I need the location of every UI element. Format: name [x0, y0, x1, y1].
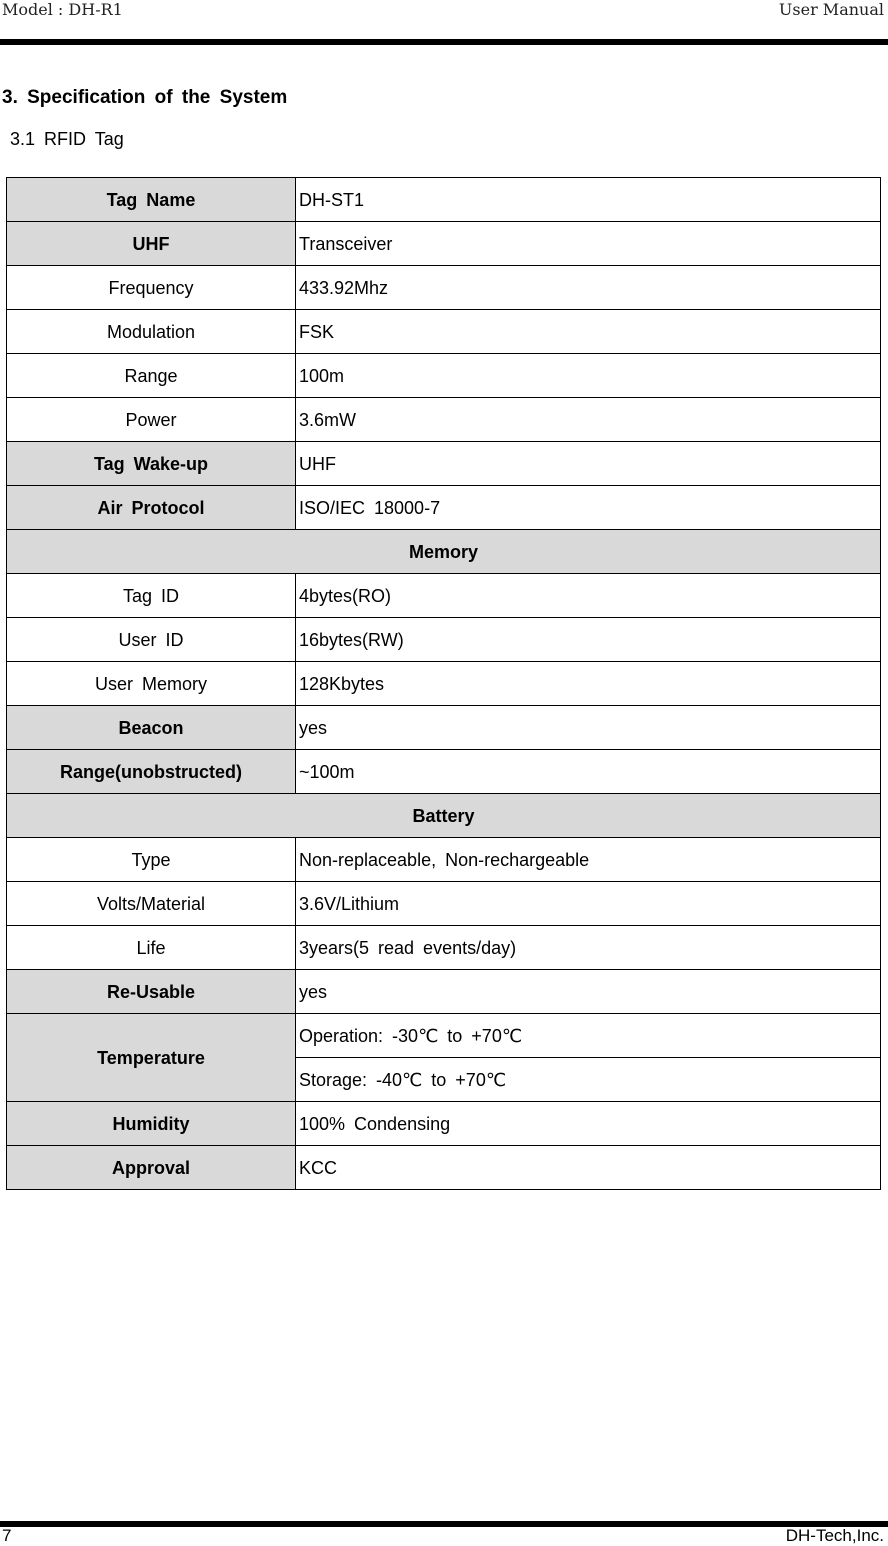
table-row [7, 618, 881, 662]
table-row [7, 838, 881, 882]
table-row [7, 882, 881, 926]
row-label: User ID [7, 618, 296, 662]
table-row [7, 222, 881, 266]
row-value: Operation: -30℃ to +70℃ [296, 1014, 881, 1058]
row-value: 3years(5 read events/day) [296, 926, 881, 970]
table-row [7, 706, 881, 750]
table-row [7, 662, 881, 706]
section-header-memory: Memory [7, 530, 881, 574]
section-title: 3. Specification of the System [2, 87, 288, 108]
row-label: Beacon [7, 706, 296, 750]
row-label: Power [7, 398, 296, 442]
table-row [7, 354, 881, 398]
row-value: yes [296, 706, 881, 750]
section-header-battery: Battery [7, 794, 881, 838]
table-row [7, 442, 881, 486]
footer-company: DH-Tech,Inc. [785, 1526, 884, 1545]
row-label: Re-Usable [7, 970, 296, 1014]
row-value: Non-replaceable, Non-rechargeable [296, 838, 881, 882]
row-label: Life [7, 926, 296, 970]
table-row [7, 1146, 881, 1190]
header-doc-type: User Manual [778, 0, 884, 19]
table-row [7, 1102, 881, 1146]
row-value: 16bytes(RW) [296, 618, 881, 662]
table-row [7, 750, 881, 794]
row-value: 3.6mW [296, 398, 881, 442]
row-label: Temperature [7, 1014, 296, 1102]
row-value: 100m [296, 354, 881, 398]
row-label: Range(unobstructed) [7, 750, 296, 794]
header-model: Model : DH-R1 [2, 0, 123, 19]
row-value: UHF [296, 442, 881, 486]
header-rule [0, 39, 888, 45]
table-row [7, 574, 881, 618]
section-row-memory [7, 530, 881, 574]
spec-table [6, 177, 881, 1190]
row-label: User Memory [7, 662, 296, 706]
row-label: Humidity [7, 1102, 296, 1146]
table-row [7, 486, 881, 530]
row-value: 4bytes(RO) [296, 574, 881, 618]
section-row-battery [7, 794, 881, 838]
row-value: 128Kbytes [296, 662, 881, 706]
table-row [7, 1014, 881, 1058]
row-label: Tag Wake-up [7, 442, 296, 486]
table-row [7, 178, 881, 222]
row-value: Transceiver [296, 222, 881, 266]
row-label: Tag ID [7, 574, 296, 618]
row-value: DH-ST1 [296, 178, 881, 222]
row-label: Frequency [7, 266, 296, 310]
row-label: Volts/Material [7, 882, 296, 926]
row-label: UHF [7, 222, 296, 266]
row-value: 433.92Mhz [296, 266, 881, 310]
row-label: Tag Name [7, 178, 296, 222]
page-number: 7 [2, 1526, 12, 1545]
table-row [7, 310, 881, 354]
table-row [7, 970, 881, 1014]
row-label: Approval [7, 1146, 296, 1190]
row-value: yes [296, 970, 881, 1014]
footer-rule [0, 1521, 888, 1527]
row-label: Range [7, 354, 296, 398]
subsection-title: 3.1 RFID Tag [10, 129, 124, 149]
table-row [7, 398, 881, 442]
row-value: KCC [296, 1146, 881, 1190]
row-value: Storage: -40℃ to +70℃ [296, 1058, 881, 1102]
table-row [7, 926, 881, 970]
row-value: 3.6V/Lithium [296, 882, 881, 926]
row-value: 100% Condensing [296, 1102, 881, 1146]
row-value: FSK [296, 310, 881, 354]
row-label: Type [7, 838, 296, 882]
row-value: ISO/IEC 18000-7 [296, 486, 881, 530]
table-row [7, 266, 881, 310]
row-label: Air Protocol [7, 486, 296, 530]
row-value: ~100m [296, 750, 881, 794]
row-label: Modulation [7, 310, 296, 354]
